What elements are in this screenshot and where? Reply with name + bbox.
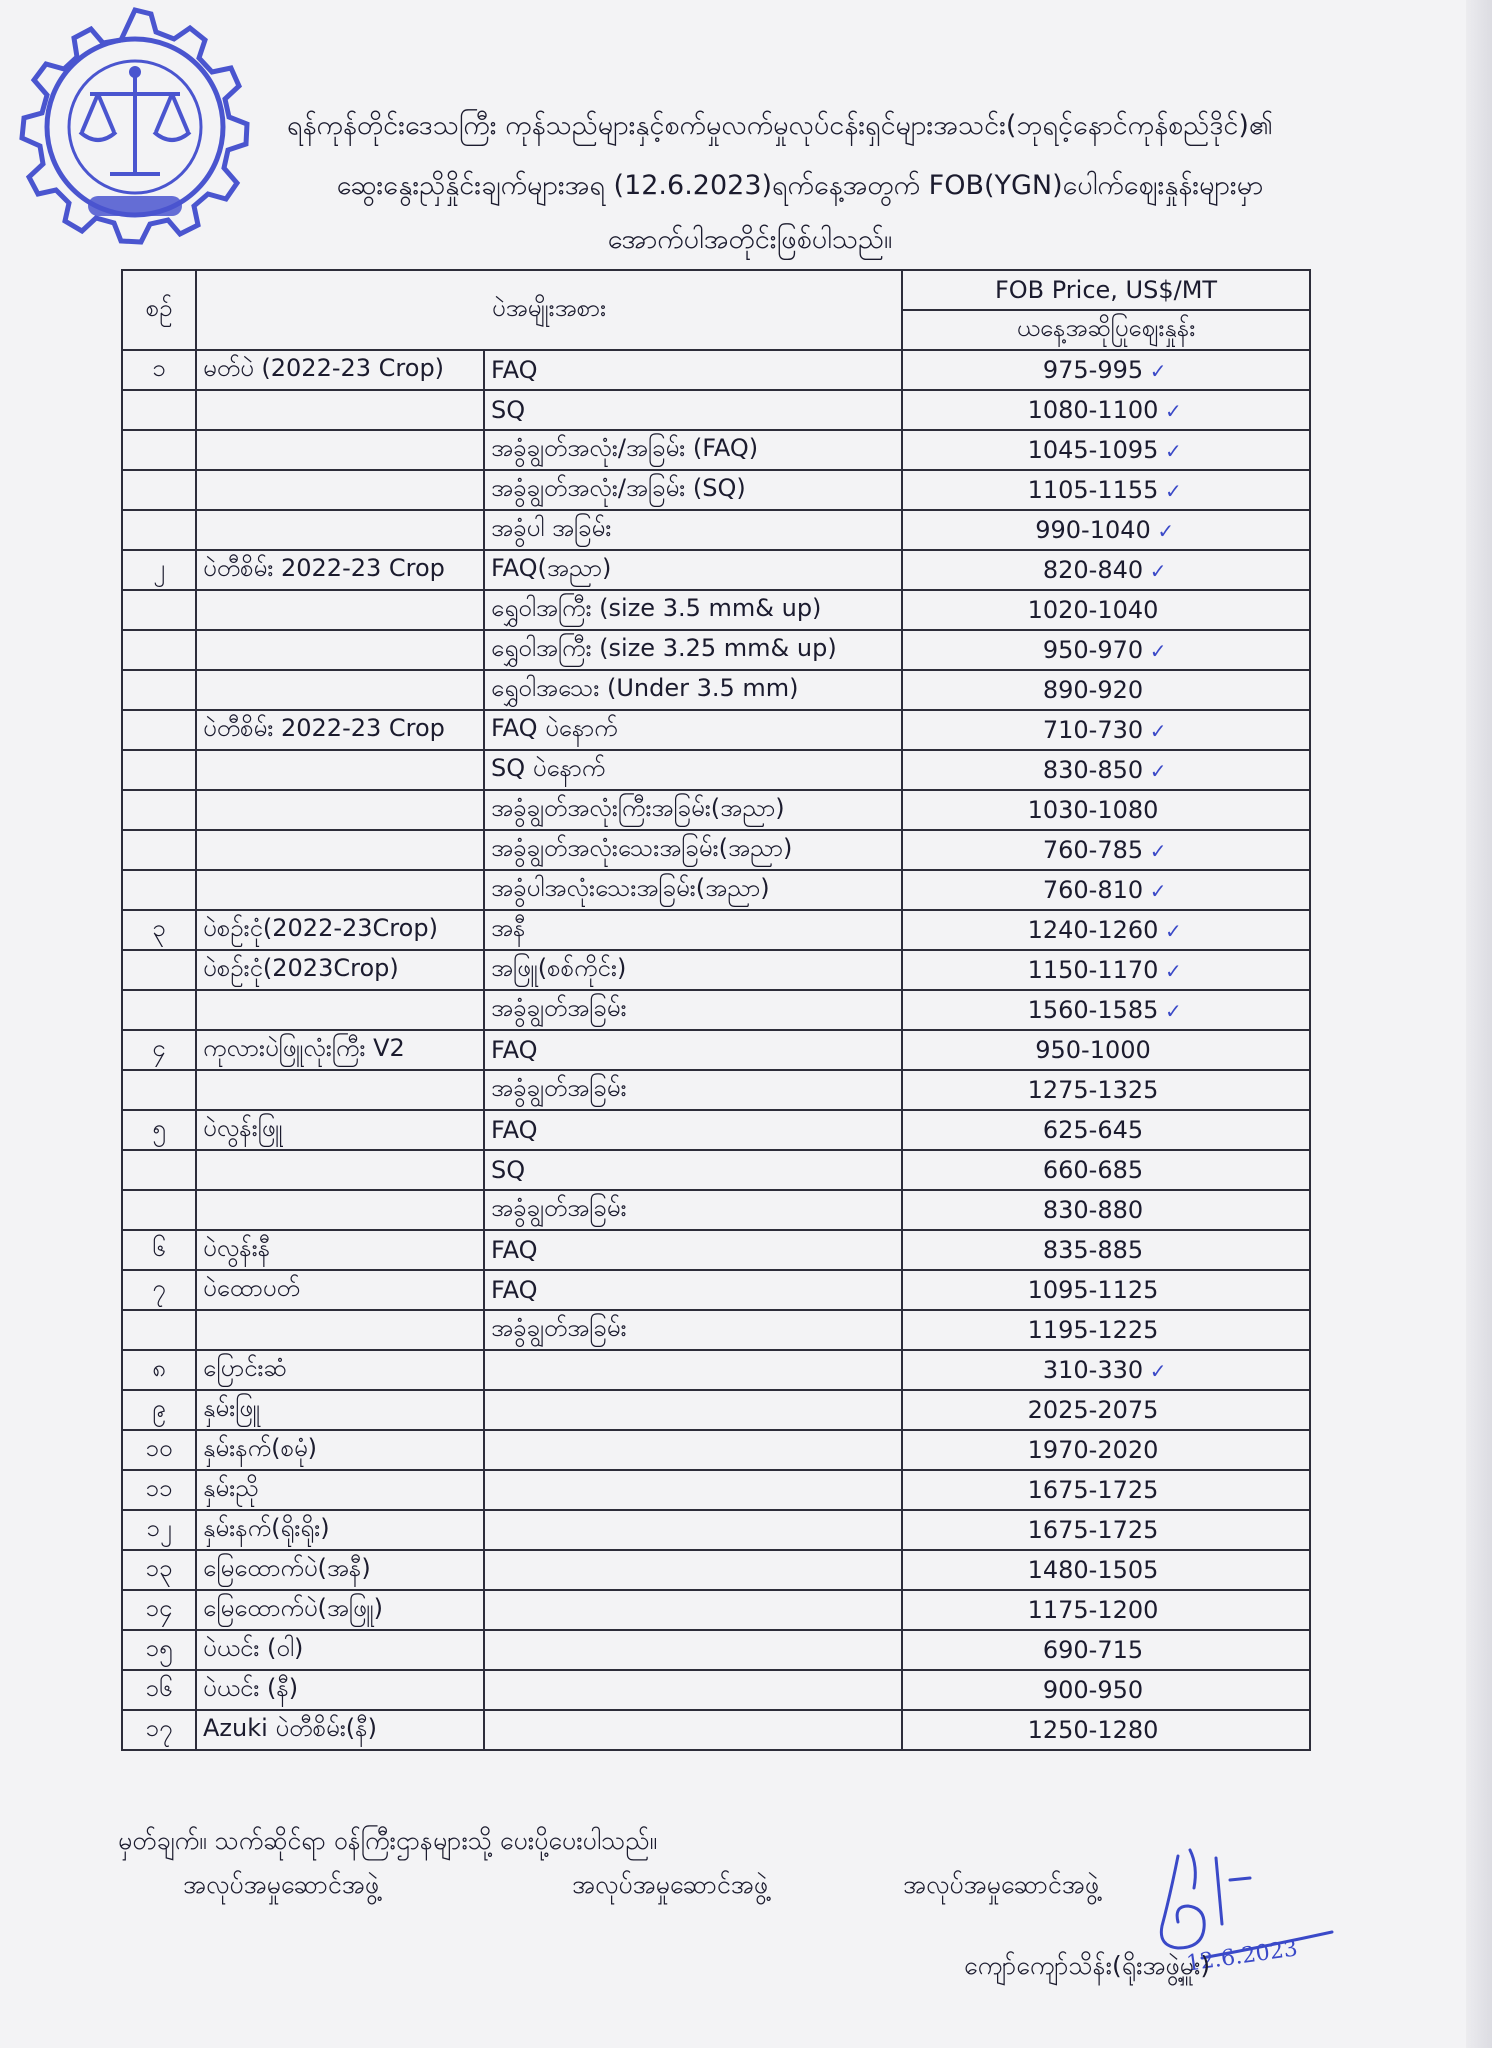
price-value: 1275-1325 [1027,1076,1159,1104]
price-cell [902,1150,1310,1190]
table-row [122,910,1310,950]
price-cell [902,390,1310,430]
price-cell [902,1110,1310,1150]
table-row [122,1110,1310,1150]
commodity-name [196,790,484,830]
price-cell [902,1390,1310,1430]
price-value: 990-1040 [1035,516,1151,544]
commodity-name: ပဲယင်း (နီ) [196,1670,484,1710]
row-number: ၁၄ [122,1590,196,1630]
row-number: ၁ [122,350,196,390]
commodity-grade: အခွံချွတ်အလုံးသေးအခြမ်း(အညာ) [484,830,902,870]
row-number [122,1190,196,1230]
commodity-name [196,1190,484,1230]
price-value: 900-950 [1042,1676,1144,1704]
commodity-grade: FAQ [484,1270,902,1310]
row-number [122,790,196,830]
commodity-name: ပဲစဉ်းငုံ(2023Crop) [196,950,484,990]
table-row [122,1270,1310,1310]
price-value: 835-885 [1042,1236,1144,1264]
table-row [122,710,1310,750]
commodity-grade [484,1350,902,1390]
table-row [122,870,1310,910]
row-number: ၇ [122,1270,196,1310]
commodity-grade: အခွံချွတ်အခြမ်း [484,1310,902,1350]
price-cell [902,1070,1310,1110]
checkmark-icon: ✓ [1165,399,1182,423]
checkmark-icon: ✓ [1149,759,1167,783]
row-number: ၁၆ [122,1670,196,1710]
table-row [122,990,1310,1030]
column-header-price-sub: ယနေ့အဆိုပြုဈေးနှုန်း [902,310,1310,350]
price-value: 1195-1225 [1027,1316,1159,1344]
commodity-grade: SQ [484,390,902,430]
table-row [122,1630,1310,1670]
row-number: ၁၇ [122,1710,196,1750]
price-value: 760-810 [1042,876,1144,904]
header-line-1: ရန်ကုန်တိုင်းဒေသကြီး ကုန်သည်များနှင့်စက်မှုလက်မှုလုပ်ငန်းရှင်များအသင်း(ဘုရင့်နောင်ကုန်စည်ဒိုင်)၏ [287,110,1273,141]
row-number [122,670,196,710]
row-number [122,590,196,630]
price-value: 890-920 [1042,676,1144,704]
row-number: ၁၂ [122,1510,196,1550]
table-row [122,470,1310,510]
row-number [122,750,196,790]
commodity-name [196,1070,484,1110]
commodity-grade: အနီ [484,910,902,950]
commodity-grade: ရွှေဝါအကြီး (size 3.25 mm& up) [484,630,902,670]
commodity-grade: အခွံချွတ်အခြမ်း [484,1190,902,1230]
handwritten-date: 12.6.2023 [1184,1936,1300,1977]
row-number: ၁၀ [122,1430,196,1470]
commodity-grade [484,1590,902,1630]
header-line-2: ဆွေးနွေးညှိနှိုင်းချက်များအရ (12.6.2023)ရက်နေ့အတွက် FOB(YGN)ပေါက်ဈေးနှုန်းများမှာ [336,170,1264,201]
price-value: 625-645 [1042,1116,1144,1144]
commodity-name [196,510,484,550]
table-row [122,1070,1310,1110]
commodity-name: ပဲတီစိမ်း 2022-23 Crop [196,550,484,590]
commodity-name: ပဲစဉ်းငုံ(2022-23Crop) [196,910,484,950]
table-row [122,430,1310,470]
price-table-body [122,350,1310,1750]
signer-name: ကျော်ကျော်သိန်း(ရိုးအဖွဲ့မှူး) [964,1951,1211,1980]
price-value: 975-995 [1042,356,1144,384]
price-value: 830-850 [1042,756,1144,784]
price-value: 1095-1125 [1027,1276,1159,1304]
price-cell [902,590,1310,630]
price-value: 820-840 [1042,556,1144,584]
price-cell [902,550,1310,590]
price-value: 660-685 [1042,1156,1144,1184]
commodity-grade: အခွံချွတ်အခြမ်း [484,1070,902,1110]
commodity-grade: FAQ [484,350,902,390]
price-value: 1080-1100 [1027,396,1159,424]
price-cell [902,990,1310,1030]
table-row [122,1350,1310,1390]
commodity-grade: FAQ ပဲနောက် [484,710,902,750]
row-number [122,1310,196,1350]
price-value: 1560-1585 [1027,996,1159,1024]
row-number [122,630,196,670]
commodity-grade: FAQ [484,1230,902,1270]
price-cell [902,470,1310,510]
commodity-name [196,990,484,1030]
price-value: 1175-1200 [1027,1596,1159,1624]
commodity-name: ပဲလွန်းဖြူ [196,1110,484,1150]
table-row [122,1030,1310,1070]
column-header-number: စဉ် [122,270,196,350]
commodity-name: နှမ်းနက်(ရိုးရိုး) [196,1510,484,1550]
price-cell [902,910,1310,950]
price-value: 1045-1095 [1027,436,1159,464]
commodity-name [196,630,484,670]
commodity-name: ပြောင်းဆံ [196,1350,484,1390]
price-cell [902,950,1310,990]
commodity-grade: အခွံပါအလုံးသေးအခြမ်း(အညာ) [484,870,902,910]
table-row [122,790,1310,830]
checkmark-icon: ✓ [1149,639,1167,663]
row-number [122,1150,196,1190]
table-row [122,1590,1310,1630]
price-cell [902,750,1310,790]
price-cell [902,430,1310,470]
row-number: ၆ [122,1230,196,1270]
row-number: ၁၃ [122,1550,196,1590]
table-row [122,1190,1310,1230]
row-number [122,470,196,510]
price-cell [902,670,1310,710]
row-number [122,430,196,470]
table-row [122,1550,1310,1590]
checkmark-icon: ✓ [1149,359,1167,383]
row-number [122,390,196,430]
price-cell [902,1550,1310,1590]
row-number: ၁၁ [122,1470,196,1510]
checkmark-icon: ✓ [1149,559,1167,583]
price-value: 690-715 [1042,1636,1144,1664]
price-cell [902,710,1310,750]
price-cell [902,870,1310,910]
price-cell [902,1590,1310,1630]
commodity-grade: FAQ [484,1030,902,1070]
price-value: 1675-1725 [1027,1516,1159,1544]
commodity-name [196,830,484,870]
table-row [122,670,1310,710]
table-row [122,390,1310,430]
table-row [122,590,1310,630]
checkmark-icon: ✓ [1149,839,1167,863]
commodity-grade [484,1510,902,1550]
commodity-name: မတ်ပဲ (2022-23 Crop) [196,350,484,390]
table-row [122,510,1310,550]
table-row [122,750,1310,790]
checkmark-icon: ✓ [1165,959,1182,983]
table-row [122,1310,1310,1350]
row-number: ၅ [122,1110,196,1150]
commodity-grade [484,1390,902,1430]
price-value: 710-730 [1042,716,1144,744]
row-number [122,990,196,1030]
row-number: ၄ [122,1030,196,1070]
commodity-name [196,1150,484,1190]
table-row [122,1470,1310,1510]
row-number: ၂ [122,550,196,590]
commodity-name: နှမ်းညို [196,1470,484,1510]
price-cell [902,630,1310,670]
table-row [122,1430,1310,1470]
commodity-name [196,1310,484,1350]
commodity-name: မြေထောက်ပဲ(အဖြူ) [196,1590,484,1630]
commodity-name [196,390,484,430]
row-number [122,510,196,550]
commodity-name: နှမ်းဖြူ [196,1390,484,1430]
price-cell [902,830,1310,870]
commodity-name [196,430,484,470]
price-value: 830-880 [1042,1196,1144,1224]
checkmark-icon: ✓ [1149,1359,1167,1383]
row-number: ၈ [122,1350,196,1390]
table-row [122,630,1310,670]
checkmark-icon: ✓ [1149,719,1167,743]
table-row [122,1670,1310,1710]
checkmark-icon: ✓ [1165,439,1182,463]
checkmark-icon: ✓ [1165,999,1182,1023]
commodity-grade: FAQ(အညာ) [484,550,902,590]
price-value: 1020-1040 [1027,596,1159,624]
table-row [122,550,1310,590]
commodity-name [196,750,484,790]
price-value: 950-1000 [1035,1036,1151,1064]
table-row [122,1510,1310,1550]
commodity-grade: အခွံချွတ်အလုံး/အခြမ်း (SQ) [484,470,902,510]
checkmark-icon: ✓ [1165,479,1182,503]
checkmark-icon: ✓ [1149,879,1167,903]
price-cell [902,350,1310,390]
commodity-grade [484,1630,902,1670]
price-value: 1480-1505 [1027,1556,1159,1584]
signatory-label-3: အလုပ်အမှုဆောင်အဖွဲ့ [903,1870,1100,1899]
commodity-grade: SQ [484,1150,902,1190]
price-cell [902,1630,1310,1670]
price-value: 1105-1155 [1027,476,1159,504]
price-cell [902,1670,1310,1710]
commodity-grade [484,1470,902,1510]
commodity-grade: ရွှေဝါအသေး (Under 3.5 mm) [484,670,902,710]
commodity-name: Azuki ပဲတီစိမ်း(နီ) [196,1710,484,1750]
commodity-name: မြေထောက်ပဲ(အနီ) [196,1550,484,1590]
signatory-label-1: အလုပ်အမှုဆောင်အဖွဲ့ [183,1870,380,1899]
commodity-grade: ရွှေဝါအကြီး (size 3.5 mm& up) [484,590,902,630]
row-number [122,870,196,910]
checkmark-icon: ✓ [1157,519,1175,543]
row-number [122,710,196,750]
price-value: 1970-2020 [1027,1436,1159,1464]
price-cell [902,1230,1310,1270]
commodity-name: ပဲထောပတ် [196,1270,484,1310]
commodity-name [196,670,484,710]
row-number: ၉ [122,1390,196,1430]
column-header-item: ပဲအမျိုးအစား [196,270,902,350]
commodity-grade: အခွံချွတ်အလုံးကြီးအခြမ်း(အညာ) [484,790,902,830]
price-cell [902,1270,1310,1310]
signatory-label-2: အလုပ်အမှုဆောင်အဖွဲ့ [572,1870,769,1899]
commodity-name [196,470,484,510]
commodity-grade [484,1430,902,1470]
page-edge-shadow [1466,0,1492,2048]
commodity-grade: အခွံချွတ်အလုံး/အခြမ်း (FAQ) [484,430,902,470]
price-cell [902,1350,1310,1390]
commodity-name: ပဲလွန်းနီ [196,1230,484,1270]
commodity-name [196,590,484,630]
row-number: ၃ [122,910,196,950]
price-value: 2025-2075 [1027,1396,1159,1424]
remark-note: မှတ်ချက်။ သက်ဆိုင်ရာ ဝန်ကြီးဌာနများသို့ ပေးပို့ပေးပါသည်။ [118,1826,658,1855]
commodity-name: ပဲတီစိမ်း 2022-23 Crop [196,710,484,750]
price-value: 950-970 [1042,636,1144,664]
commodity-name [196,870,484,910]
table-row [122,1230,1310,1270]
price-value: 760-785 [1042,836,1144,864]
price-value: 1240-1260 [1027,916,1159,944]
price-cell [902,1470,1310,1510]
commodity-grade [484,1710,902,1750]
table-row [122,1150,1310,1190]
table-row [122,1710,1310,1750]
commodity-grade: အခွံချွတ်အခြမ်း [484,990,902,1030]
price-cell [902,1430,1310,1470]
price-table [121,269,1311,1751]
column-header-price: FOB Price, US$/MT [902,270,1310,310]
row-number [122,950,196,990]
price-cell [902,790,1310,830]
table-row [122,1390,1310,1430]
commodity-name: ပဲယင်း (ဝါ) [196,1630,484,1670]
commodity-name: နှမ်းနက်(စမုံ) [196,1430,484,1470]
price-cell [902,1310,1310,1350]
price-value: 1150-1170 [1027,956,1159,984]
commodity-grade: အခွံပါ အခြမ်း [484,510,902,550]
price-cell [902,510,1310,550]
commodity-grade: အဖြူ(စစ်ကိုင်း) [484,950,902,990]
row-number: ၁၅ [122,1630,196,1670]
price-cell [902,1030,1310,1070]
price-value: 310-330 [1042,1356,1144,1384]
table-row [122,350,1310,390]
row-number [122,1070,196,1110]
header-line-3: အောက်ပါအတိုင်းဖြစ်ပါသည်။ [607,224,893,255]
table-row [122,950,1310,990]
commodity-name: ကုလားပဲဖြူလုံးကြီး V2 [196,1030,484,1070]
price-value: 1030-1080 [1027,796,1159,824]
table-row [122,830,1310,870]
price-cell [902,1510,1310,1550]
commodity-grade: SQ ပဲနောက် [484,750,902,790]
commodity-grade [484,1670,902,1710]
commodity-grade [484,1550,902,1590]
price-cell [902,1710,1310,1750]
price-value: 1675-1725 [1027,1476,1159,1504]
price-value: 1250-1280 [1027,1716,1159,1744]
row-number [122,830,196,870]
commodity-grade: FAQ [484,1110,902,1150]
checkmark-icon: ✓ [1165,919,1182,943]
price-cell [902,1190,1310,1230]
